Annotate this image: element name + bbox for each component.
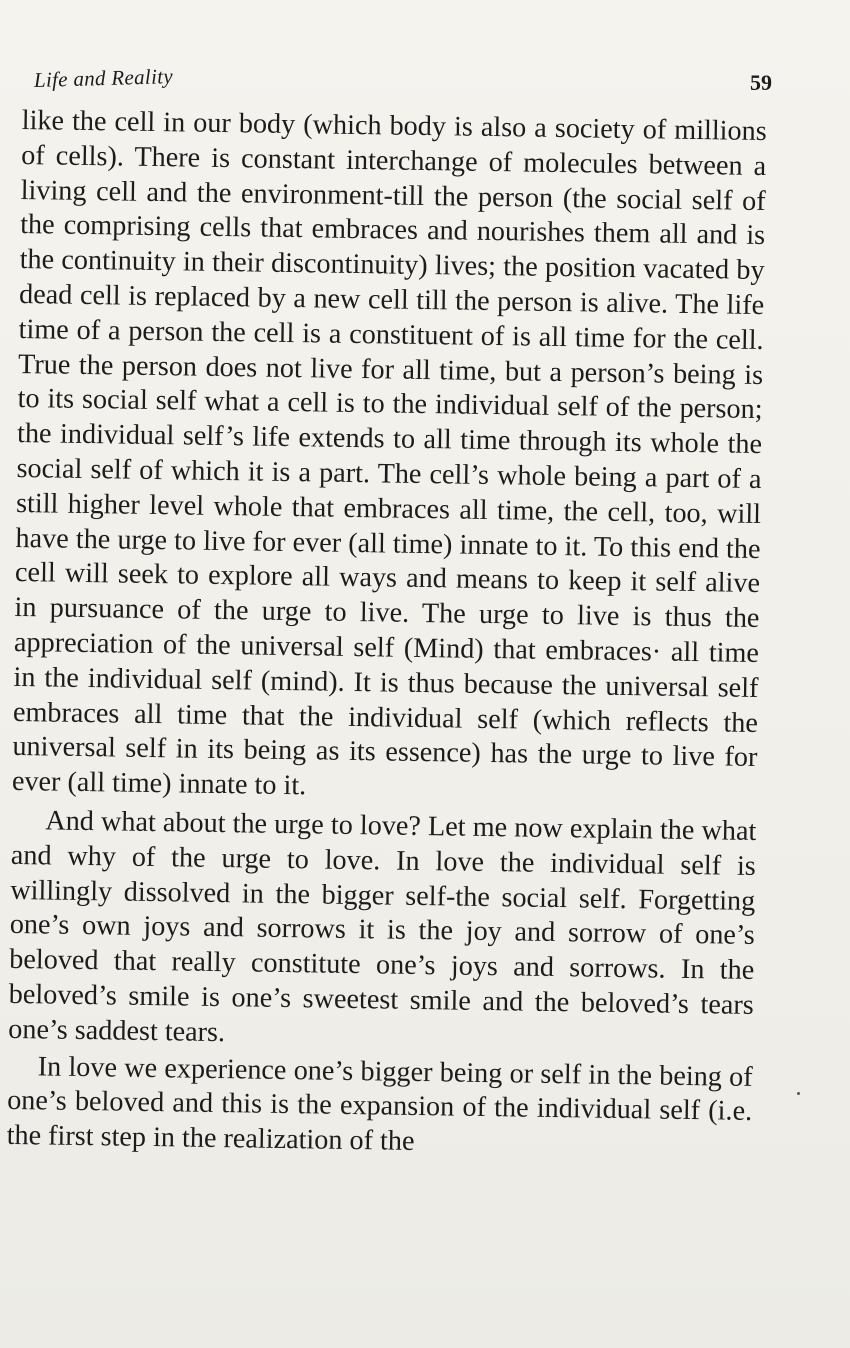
paragraph-2: And what about the urge to love? Let me now explain the what and why of the urge to love. In love the individual self is willingly dissolved in the bigger self-the social self. Forgetting one’s own joys and sorrows it is the joy and sorrow of one’s beloved that really constitute one’s joys and sorrows. In the beloved’s smile is one’s sweetest smile and the beloved’s tears one’s saddest tears. (8, 805, 757, 1048)
paragraph-1: like the cell in our body (which body is also a society of millions of cells). There is constant interchange of molecules between a living cell and the environment-till the person (the social self of the comprising cells that embraces and nourishes them all and is the continuity in their discontinuity) lives; the position vacated by dead cell is replaced by a new cell till the person is alive. The life time of a person the cell is a constituent of is all time for the cell. True the person does not live for all time, but a person’s being is to its social self what a cell is to the individual self of the person; the individual self’s life extends to all time through its whole the social self of which it is a part. The cell’s whole being a part of a still higher level whole that embraces all time, the cell, too, will have the urge to live for ever (all time) innate to it. To this end the cell will seek to explore all ways and means to keep it self alive in pursuance of the urge to live. The urge to live is thus the appreciation of the universal self (Mind) that embraces· all time in the individual self (mind). It is thus because the universal self embraces all time that the individual self (which reflects the universal self in its being as its essence) has the urge to live for ever (all time) innate to it. (11, 104, 767, 802)
paragraph-3: In love we experience one’s bigger being or self in the being of one’s beloved and this is the expansion of the individual self (i.e. the first step in the realization of the (6, 1050, 753, 1158)
page-header (34, 66, 772, 102)
running-head: Life and Reality (33, 64, 174, 92)
page-speck (797, 1092, 800, 1095)
page-number: 59 (750, 70, 772, 95)
body-text (6, 104, 766, 1165)
